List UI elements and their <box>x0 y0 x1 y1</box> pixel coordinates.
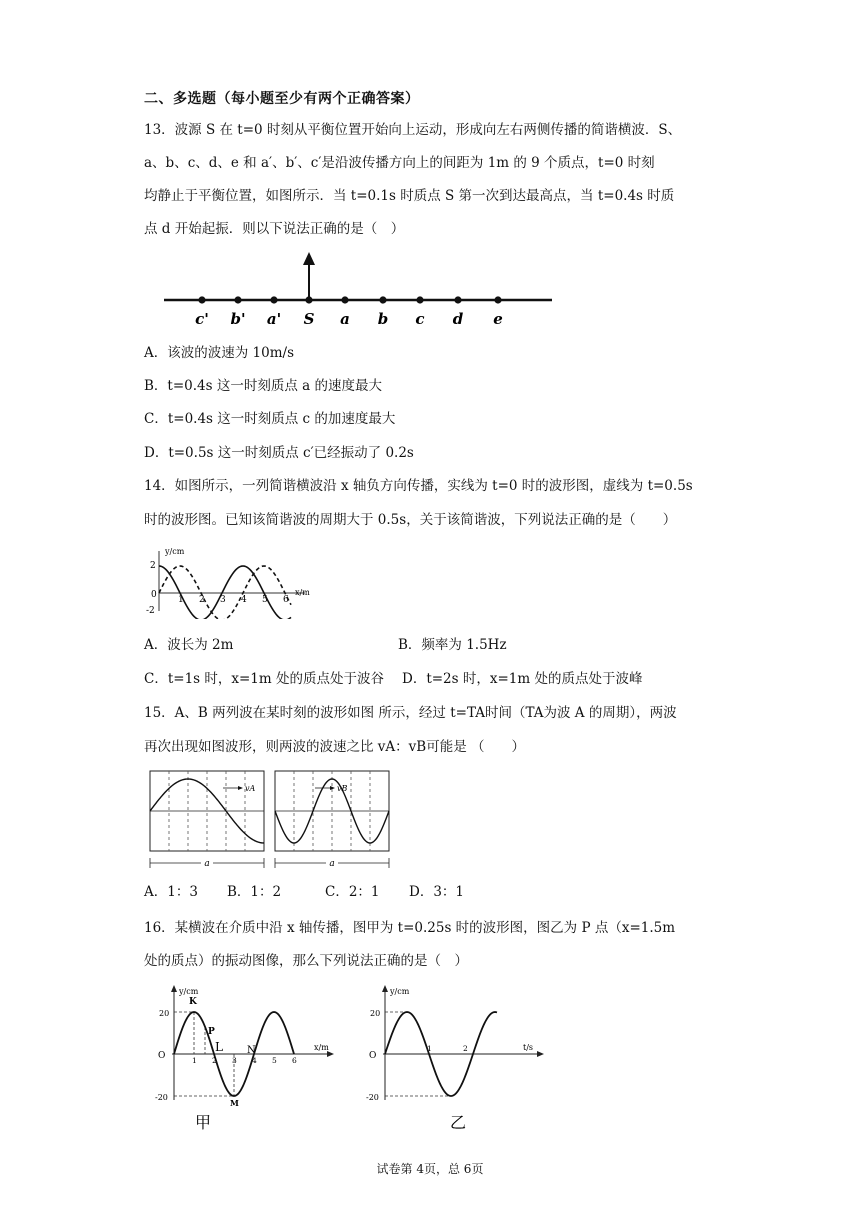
q14-figure <box>145 543 317 619</box>
q15-label-va: vA <box>245 784 256 793</box>
q16-yi-xtick-2: 2 <box>463 1044 468 1053</box>
q13-particle-b-prime <box>234 296 241 303</box>
q13-option-b: B．t=0.4s 这一时刻质点 a 的速度最大 <box>144 378 382 394</box>
q15-line-2: 再次出现如图波形，则两波的波速之比 vA：vB可能是 （ ） <box>144 739 526 755</box>
q16-jia-xtick-2: 2 <box>212 1056 217 1065</box>
q13-option-c: C．t=0.4s 这一时刻质点 c 的加速度最大 <box>144 411 396 427</box>
q16-jia-xtick-4: 4 <box>252 1056 257 1065</box>
q13-line-2: a、b、c、d、e 和 a′、b′、c′是沿波传播方向上的间距为 1m 的 9 个质点，t=0 时刻 <box>144 155 655 171</box>
q13-particle-S <box>305 296 312 303</box>
q16-line-1: 16．某横波在介质中沿 x 轴传播，图甲为 t=0.25s 时的波形图，图乙为 P 点（x=1.5m <box>144 920 676 936</box>
q13-option-d: D．t=0.5s 这一时刻质点 c′已经振动了 0.2s <box>144 445 414 461</box>
q14-xtick-5: 5 <box>262 595 268 605</box>
q14-option-d: D．t=2s 时，x=1m 处的质点处于波峰 <box>402 671 643 687</box>
q13-particle-a <box>341 296 348 303</box>
q13-line-4: 点 d 开始起振．则以下说法正确的是（ ） <box>144 221 405 237</box>
q16-yi-ylabel: y/cm <box>390 987 410 996</box>
q15-span-label-b: a <box>329 859 335 869</box>
q14-option-a: A．波长为 2m <box>144 637 234 653</box>
q13-label-b-prime: b' <box>230 310 246 328</box>
q16-jia-xtick-6: 6 <box>292 1056 297 1065</box>
q16-jia-ylabel: y/cm <box>179 987 199 996</box>
q13-figure <box>160 250 560 330</box>
q16-yi-ytick-neg20: -20 <box>366 1093 379 1102</box>
q13-particle-c <box>416 296 423 303</box>
q16-figure-jia <box>150 982 340 1132</box>
q15-line-1: 15．A、B 两列波在某时刻的波形如图 所示，经过 t=TA时间（TA为波 A 的周期），两波 <box>144 705 677 721</box>
q14-xtick-4: 4 <box>241 595 247 605</box>
q13-label-a-prime: a' <box>266 310 282 328</box>
q13-line-1: 13．波源 S 在 t=0 时刻从平衡位置开始向上运动，形成向左右两侧传播的简谐横波．S、 <box>144 122 682 138</box>
q15-arrowhead-a <box>238 786 243 790</box>
q16-jia-point-N: N <box>247 1045 256 1056</box>
q14-option-b: B．频率为 1.5Hz <box>398 637 507 653</box>
q16-jia-ytick-neg20: -20 <box>155 1093 168 1102</box>
q13-particle-c-prime <box>198 296 205 303</box>
q16-yi-xtick-1: 1 <box>427 1044 432 1053</box>
q13-label-a: a <box>340 310 350 328</box>
q14-line-2: 时的波形图。已知该简谐波的周期大于 0.5s，关于该简谐波，下列说法正确的是（ ） <box>144 512 677 528</box>
q13-particle-b <box>379 296 386 303</box>
q15-figure <box>145 766 395 876</box>
q16-yi-origin: O <box>369 1051 377 1061</box>
q13-label-c: c <box>415 310 425 328</box>
q13-label-e: e <box>493 310 503 328</box>
q16-figure-yi <box>345 982 545 1132</box>
q16-jia-caption: 甲 <box>195 1113 212 1132</box>
q16-jia-xtick-1: 1 <box>192 1056 197 1065</box>
q15-label-vb: vB <box>337 784 348 793</box>
q13-label-d: d <box>452 310 464 328</box>
q14-ytick-neg2: -2 <box>146 606 155 616</box>
q14-line-1: 14．如图所示，一列简谐横波沿 x 轴负方向传播，实线为 t=0 时的波形图，虚线为 t=0.5s <box>144 478 693 494</box>
q14-xtick-1: 1 <box>178 595 184 605</box>
q15-arrowhead-b <box>330 786 335 790</box>
q16-jia-point-M: M <box>230 1098 239 1108</box>
q13-label-c-prime: c' <box>195 310 209 328</box>
q13-label-b: b <box>377 310 389 328</box>
q14-ylabel: y/cm <box>165 547 185 556</box>
q16-jia-xlabel: x/m <box>314 1043 329 1052</box>
q16-yi-caption: 乙 <box>450 1113 467 1132</box>
q14-ytick-2: 2 <box>150 561 156 571</box>
q14-xlabel: x/m <box>295 588 310 597</box>
q13-line-3: 均静止于平衡位置，如图所示．当 t=0.1s 时质点 S 第一次到达最高点，当 t=0.4s 时质 <box>144 188 675 204</box>
q13-particle-e <box>494 296 501 303</box>
q16-jia-point-K: K <box>189 997 197 1007</box>
q14-ytick-0: 0 <box>151 590 157 600</box>
q16-yi-xlabel: t/s <box>523 1043 534 1052</box>
q16-yi-ytick-20: 20 <box>370 1009 381 1018</box>
q15-option-b: B．1：2 <box>227 884 282 900</box>
q15-option-d: D．3：1 <box>409 884 465 900</box>
q15-option-a: A．1：3 <box>144 884 198 900</box>
q16-line-2: 处的质点）的振动图像，那么下列说法正确的是（ ） <box>144 953 468 969</box>
section-title: 二、多选题（每小题至少有两个正确答案） <box>144 91 420 107</box>
q13-up-arrow-head <box>303 252 315 265</box>
q13-label-S: S <box>303 310 315 328</box>
q14-xtick-3: 3 <box>220 595 226 605</box>
q16-jia-point-P: P <box>208 1027 215 1037</box>
q13-particle-a-prime <box>270 296 277 303</box>
q16-jia-xtick-3: 3 <box>232 1056 237 1065</box>
q13-option-a: A．该波的波速为 10m/s <box>144 345 294 361</box>
q15-option-c: C．2：1 <box>325 884 380 900</box>
q13-particle-d <box>454 296 461 303</box>
q16-jia-ytick-20: 20 <box>159 1009 170 1018</box>
q16-jia-origin: O <box>158 1051 166 1061</box>
q16-jia-xtick-5: 5 <box>272 1056 277 1065</box>
q14-option-c: C．t=1s 时，x=1m 处的质点处于波谷 <box>144 671 384 687</box>
q15-span-label-a: a <box>204 859 210 869</box>
q14-xtick-6: 6 <box>283 595 289 605</box>
q14-xtick-2: 2 <box>199 595 205 605</box>
q16-jia-point-L: L <box>215 1040 223 1054</box>
page-footer: 试卷第 4页，总 6页 <box>376 1162 484 1176</box>
